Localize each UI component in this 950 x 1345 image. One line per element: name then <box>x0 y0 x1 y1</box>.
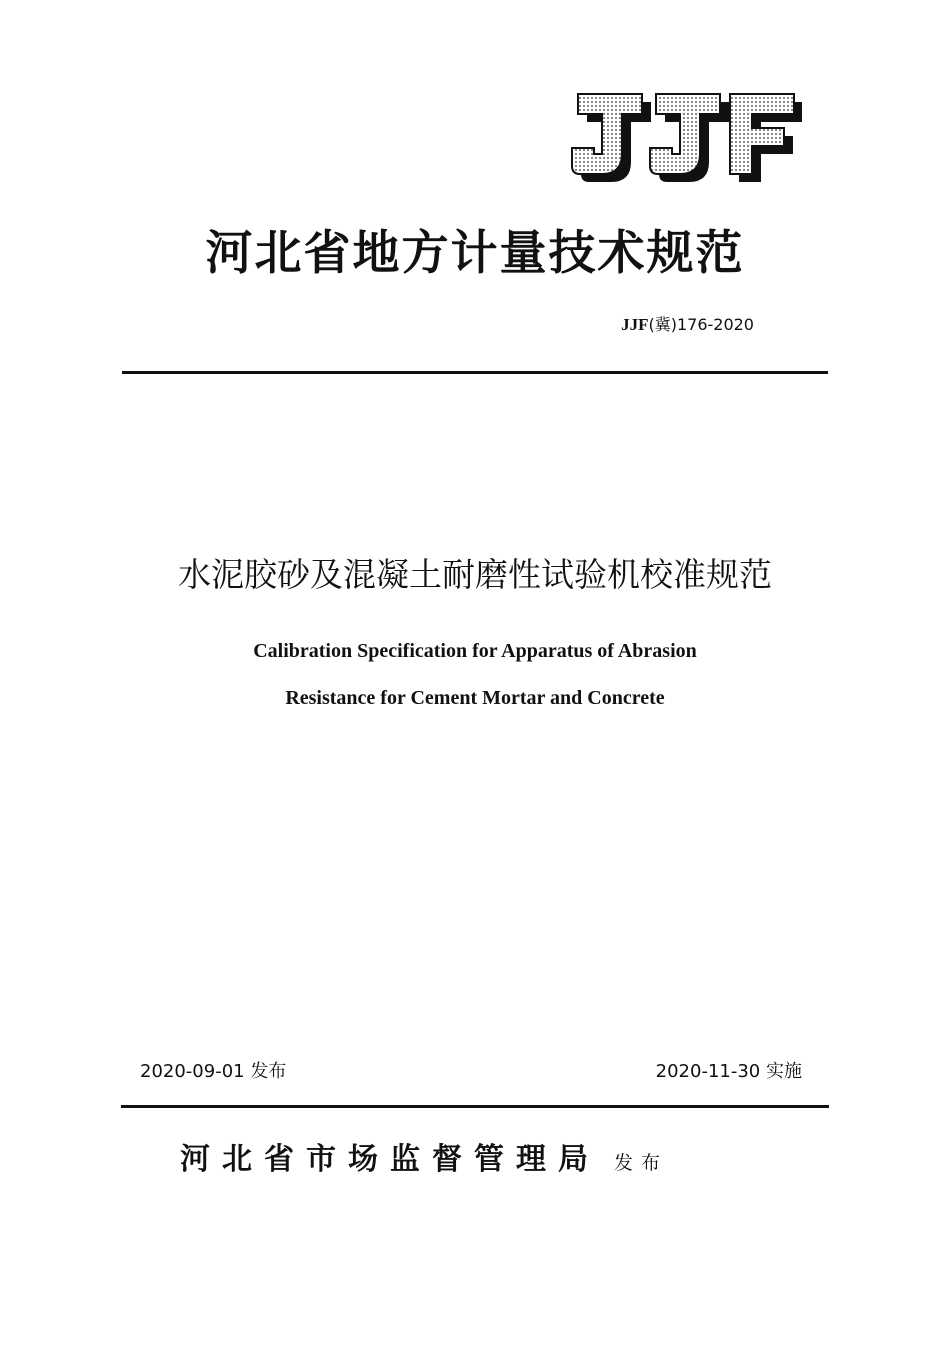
implementation-date: 2020-11-30 实施 <box>655 1061 802 1082</box>
publisher-organization: 河北省市场监督管理局 <box>180 1142 600 1177</box>
title-english-line-1: Calibration Specification for Apparatus of Abrasion <box>253 640 697 662</box>
title-chinese: 水泥胶砂及混凝土耐磨性试验机校准规范 <box>178 555 772 594</box>
standard-number <box>621 314 754 336</box>
standard-number-suffix: (冀)176-2020 <box>648 315 754 334</box>
issue-date: 2020-09-01 发布 <box>140 1061 287 1082</box>
series-title: 河北省地方计量技术规范 <box>205 226 745 281</box>
bottom-divider <box>121 1105 829 1108</box>
standard-number-prefix: JJF <box>621 315 649 334</box>
title-english-line-2: Resistance for Cement Mortar and Concrete <box>285 687 665 709</box>
publisher-action: 发布 <box>614 1152 669 1174</box>
jjf-logo-icon <box>570 92 802 184</box>
top-divider <box>122 371 828 374</box>
publisher <box>180 1138 668 1182</box>
